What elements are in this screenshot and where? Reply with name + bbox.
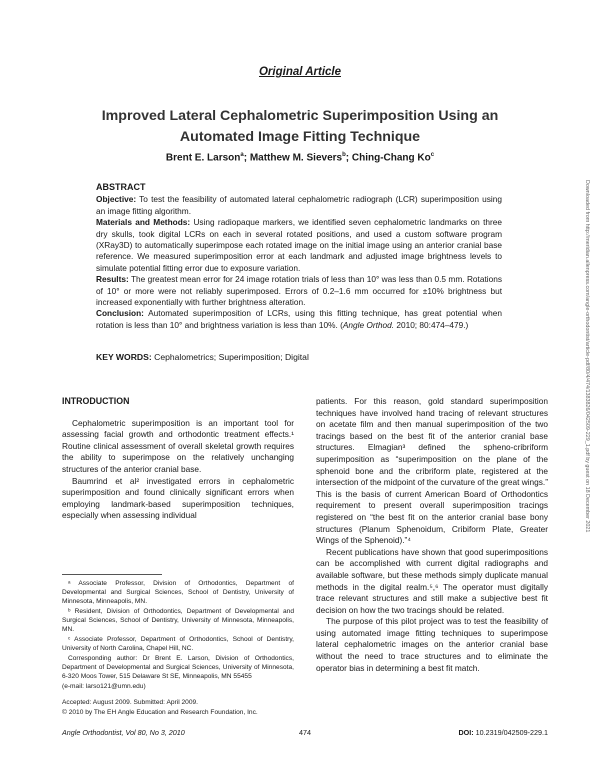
article-type: Original Article bbox=[258, 66, 341, 78]
footer-doi[interactable] bbox=[458, 728, 548, 737]
keywords-label: KEY WORDS: bbox=[96, 352, 152, 362]
doi-value: 10.2319/042509-229.1 bbox=[473, 728, 548, 737]
keywords-line bbox=[96, 352, 502, 362]
citation-rest: 2010; 80:474–479.) bbox=[394, 319, 469, 330]
footnotes-block bbox=[62, 579, 294, 718]
abstract-heading: ABSTRACT bbox=[96, 182, 146, 192]
author-name: Ching-Chang Ko bbox=[351, 152, 431, 164]
objective-label: Objective: bbox=[96, 194, 137, 205]
abstract-objective bbox=[96, 194, 502, 217]
methods-text: Using radiopaque markers, we identified seven cephalometric landmarks on three dry skulls, took digital LCRs on each in several rotated positions, and used a custom software program (XRay3D) to automatically superimpose each rotated image on the initial image using an anterior cranial base reference. We measured superimposition error at each landmark and adjusted image brightness levels to simulate potential fitting error due to exposure variation. bbox=[96, 217, 502, 273]
section-heading-introduction: INTRODUCTION bbox=[62, 396, 130, 406]
body-paragraph: Recent publications have shown that good superimpositions can be accomplished with current digital radiographs and available software, but these methods simply duplicate manual methods in the digital realm.⁵,⁶ The operator must digitally trace relevant structures and still make a subjective best fit decision on how the two tracings should be related. bbox=[316, 546, 548, 615]
author-affiliation-mark: b bbox=[342, 152, 346, 158]
author-separator: ; bbox=[243, 152, 250, 164]
author-affiliation-mark: a bbox=[240, 152, 244, 158]
conclusion-text: Automated superimposition of LCRs, using this fitting technique, has great potential when rotation is less than 10° and brightness variation is less than 10%. ( bbox=[96, 308, 502, 330]
footnote-affiliation-b: ᵇ Resident, Division of Orthodontics, Department of Developmental and Surgical Sciences, School of Dentistry, University of Minnesota, Minneapolis, MN. bbox=[62, 608, 294, 633]
footnote-affiliation-a: ᵃ Associate Professor, Division of Orthodontics, Department of Developmental and Surgical Sciences, School of Dentistry, University of Minnesota, Minneapolis, MN. bbox=[62, 580, 294, 605]
author-affiliation-mark: c bbox=[430, 152, 435, 158]
results-text: The greatest mean error for 24 image rotation trials of less than 10° was less than 0.5 mm. Rotations of 10° or more were not reliably superimposed. Errors of 0.2–1.6 mm occurred for ±10% brightness but increased exponentially with further brightness alteration. bbox=[96, 274, 502, 308]
author-list bbox=[80, 152, 520, 163]
abstract-block bbox=[96, 182, 502, 331]
footer-journal: Angle Orthodontist, Vol 80, No 3, 2010 bbox=[62, 728, 185, 737]
doi-label: DOI: bbox=[458, 728, 474, 737]
footnote-email[interactable]: (e-mail: larso121@umn.edu) bbox=[62, 683, 146, 690]
footnote-corresponding-author: Corresponding author: Dr Brent E. Larson, Division of Orthodontics, Department of Developmental and Surgical Sciences, University of Minnesota, 6-320 Moos Tower, 515 Delaware St SE, Minneapolis, MN 55455 bbox=[62, 655, 294, 680]
methods-label: Materials and Methods: bbox=[96, 217, 191, 228]
results-label: Results: bbox=[96, 274, 129, 285]
paper-title: Improved Lateral Cephalometric Superimposition Using an Automated Image Fitting Technique bbox=[101, 108, 499, 145]
author-name: Brent E. Larson bbox=[165, 152, 241, 164]
conclusion-label: Conclusion: bbox=[96, 308, 144, 319]
footnote-divider bbox=[62, 574, 162, 575]
download-watermark bbox=[580, 180, 590, 600]
footnote-copyright: © 2010 by The EH Angle Education and Research Foundation, Inc. bbox=[62, 709, 258, 716]
body-paragraph: Cephalometric superimposition is an important tool for assessing facial growth and orthodontic treatment effects.¹ Routine clinical assessment of overall skeletal growth requires the ability to superimpose on the relatively unchanging structures of the anterior cranial base. bbox=[62, 417, 294, 474]
left-column bbox=[62, 396, 294, 522]
abstract-methods bbox=[96, 217, 502, 274]
footer-page-number: 474 bbox=[299, 728, 311, 737]
citation-journal: Angle Orthod. bbox=[342, 319, 395, 330]
download-watermark-text: Downloaded from http://meridian.allenpress.com/angle-orthodontist/article-pdf/80/4/474/1383826/042509-229_1.pdf by guest on 18 December 2021 bbox=[584, 180, 590, 533]
right-column bbox=[316, 396, 548, 674]
body-paragraph: Baumrind et al² investigated errors in cephalometric superimposition and found clinically significant errors when employing landmark-based superimposition techniques, especially when assessing individual bbox=[62, 475, 294, 521]
author-name: Matthew M. Sievers bbox=[249, 152, 343, 164]
abstract-results bbox=[96, 274, 502, 308]
objective-text: To test the feasibility of automated lateral cephalometric radiograph (LCR) superimposition using an image fitting algorithm. bbox=[96, 194, 502, 216]
body-paragraph: patients. For this reason, gold standard superimposition techniques have involved hand tracing of relevant structures on acetate film and then manual superimposition of the two tracings based on the best fit of the anterior cranial base structures. Elmagian³ defined the spheno-cribriform superimposition as “superimposition on the plane of the sphenoid bone and the cribriform plate, registered at the intersection of the midpoint of the curvature of the great wings.” This is the basis of current American Board of Orthodontics requirement to present overall superimposition tracings registered on “the best fit on the anterior cranial base bony structures (Planum Sphenoidum, Cribiform Plate, Greater Wings of the Sphenoid).”⁴ bbox=[316, 396, 548, 546]
keywords-text: Cephalometrics; Superimposition; Digital bbox=[151, 352, 309, 362]
abstract-conclusion bbox=[96, 308, 502, 331]
body-paragraph: The purpose of this pilot project was to test the feasibility of using automated image fitting techniques to superimpose lateral cephalometric images on the anterior cranial base without the need to trace structures and to eliminate the operator bias in determining a best fit match. bbox=[316, 616, 548, 673]
footnote-dates: Accepted: August 2009. Submitted: April 2009. bbox=[62, 699, 198, 706]
author-separator: ; bbox=[345, 152, 352, 164]
footnote-affiliation-c: ᶜ Associate Professor, Department of Orthodontics, School of Dentistry, University of North Carolina, Chapel Hill, NC. bbox=[62, 636, 294, 652]
